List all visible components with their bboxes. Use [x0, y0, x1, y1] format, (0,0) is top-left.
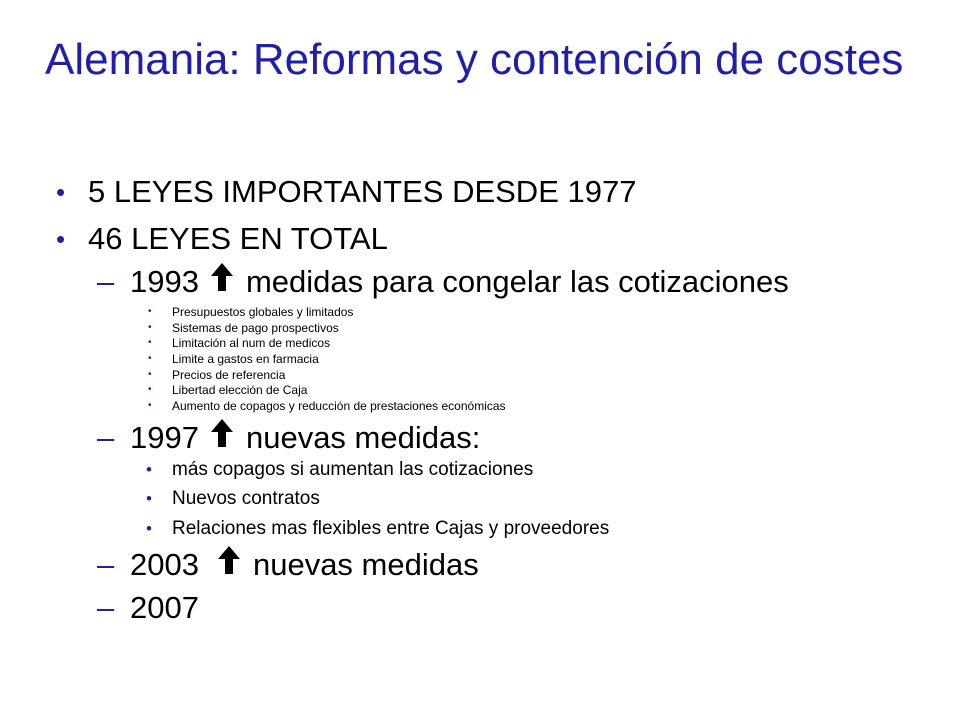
list-item-text: Aumento de copagos y reducción de prestaciones económicas — [172, 399, 506, 413]
list-item-text: más copagos si aumentan las cotizaciones — [172, 459, 534, 480]
bullet-mark: • — [146, 489, 152, 508]
bullet-mark: • — [148, 400, 152, 411]
bullet-mark: • — [148, 369, 152, 380]
bullet-mark: • — [148, 337, 152, 348]
bullet-text: 5 LEYES IMPORTANTES DESDE 1977 — [88, 174, 637, 209]
list-item — [148, 352, 319, 366]
bullet-item — [56, 221, 388, 257]
dash-text: nuevas medidas — [252, 547, 479, 582]
dash-mark: – — [97, 420, 115, 455]
year-label: 1997 — [130, 420, 199, 455]
dash-mark: – — [97, 590, 115, 625]
list-item — [148, 383, 308, 397]
year-label: 2003 — [130, 547, 199, 582]
list-item-text: Limite a gastos en farmacia — [172, 352, 319, 366]
list-item — [148, 368, 286, 382]
list-item-text: Relaciones mas flexibles entre Cajas y proveedores — [172, 518, 610, 539]
list-item-text: Nuevos contratos — [172, 488, 320, 509]
bullet-mark: • — [56, 177, 66, 207]
dash-mark: – — [97, 547, 115, 582]
bullet-mark: • — [148, 306, 152, 317]
bullet-text: 46 LEYES EN TOTAL — [88, 221, 388, 256]
dash-item-1993 — [97, 264, 789, 303]
list-item — [148, 336, 331, 350]
bullet-mark: • — [148, 353, 152, 364]
list-item — [148, 399, 506, 413]
slide-title: Alemania: Reformas y contención de costes — [45, 35, 904, 84]
bullet-mark: • — [146, 460, 152, 479]
bullet-mark: • — [148, 322, 152, 333]
list-item-text: Limitación al num de medicos — [172, 336, 331, 350]
dash-item-2007 — [97, 590, 199, 626]
up-arrow-icon — [210, 262, 234, 300]
bullet-item — [56, 174, 637, 210]
list-item-text: Presupuestos globales y limitados — [172, 305, 354, 319]
list-item-text: Sistemas de pago prospectivos — [172, 321, 339, 335]
list-item — [148, 321, 339, 335]
list-item — [148, 305, 354, 319]
bullet-mark: • — [146, 519, 152, 538]
dash-item-2003 — [97, 547, 479, 586]
list-item-text: Precios de referencia — [172, 368, 286, 382]
bullet-mark: • — [148, 384, 152, 395]
list-item — [146, 459, 534, 481]
dash-text: medidas para congelar las cotizaciones — [245, 264, 789, 299]
list-item — [146, 518, 610, 540]
up-arrow-icon — [210, 418, 234, 456]
year-label: 2007 — [130, 590, 199, 625]
up-arrow-icon — [217, 545, 241, 583]
dash-mark: – — [97, 264, 115, 299]
year-label: 1993 — [130, 264, 199, 299]
bullet-mark: • — [56, 224, 66, 254]
dash-text: nuevas medidas: — [245, 420, 481, 455]
list-item — [146, 488, 320, 510]
dash-item-1997 — [97, 420, 481, 459]
list-item-text: Libertad elección de Caja — [172, 383, 308, 397]
